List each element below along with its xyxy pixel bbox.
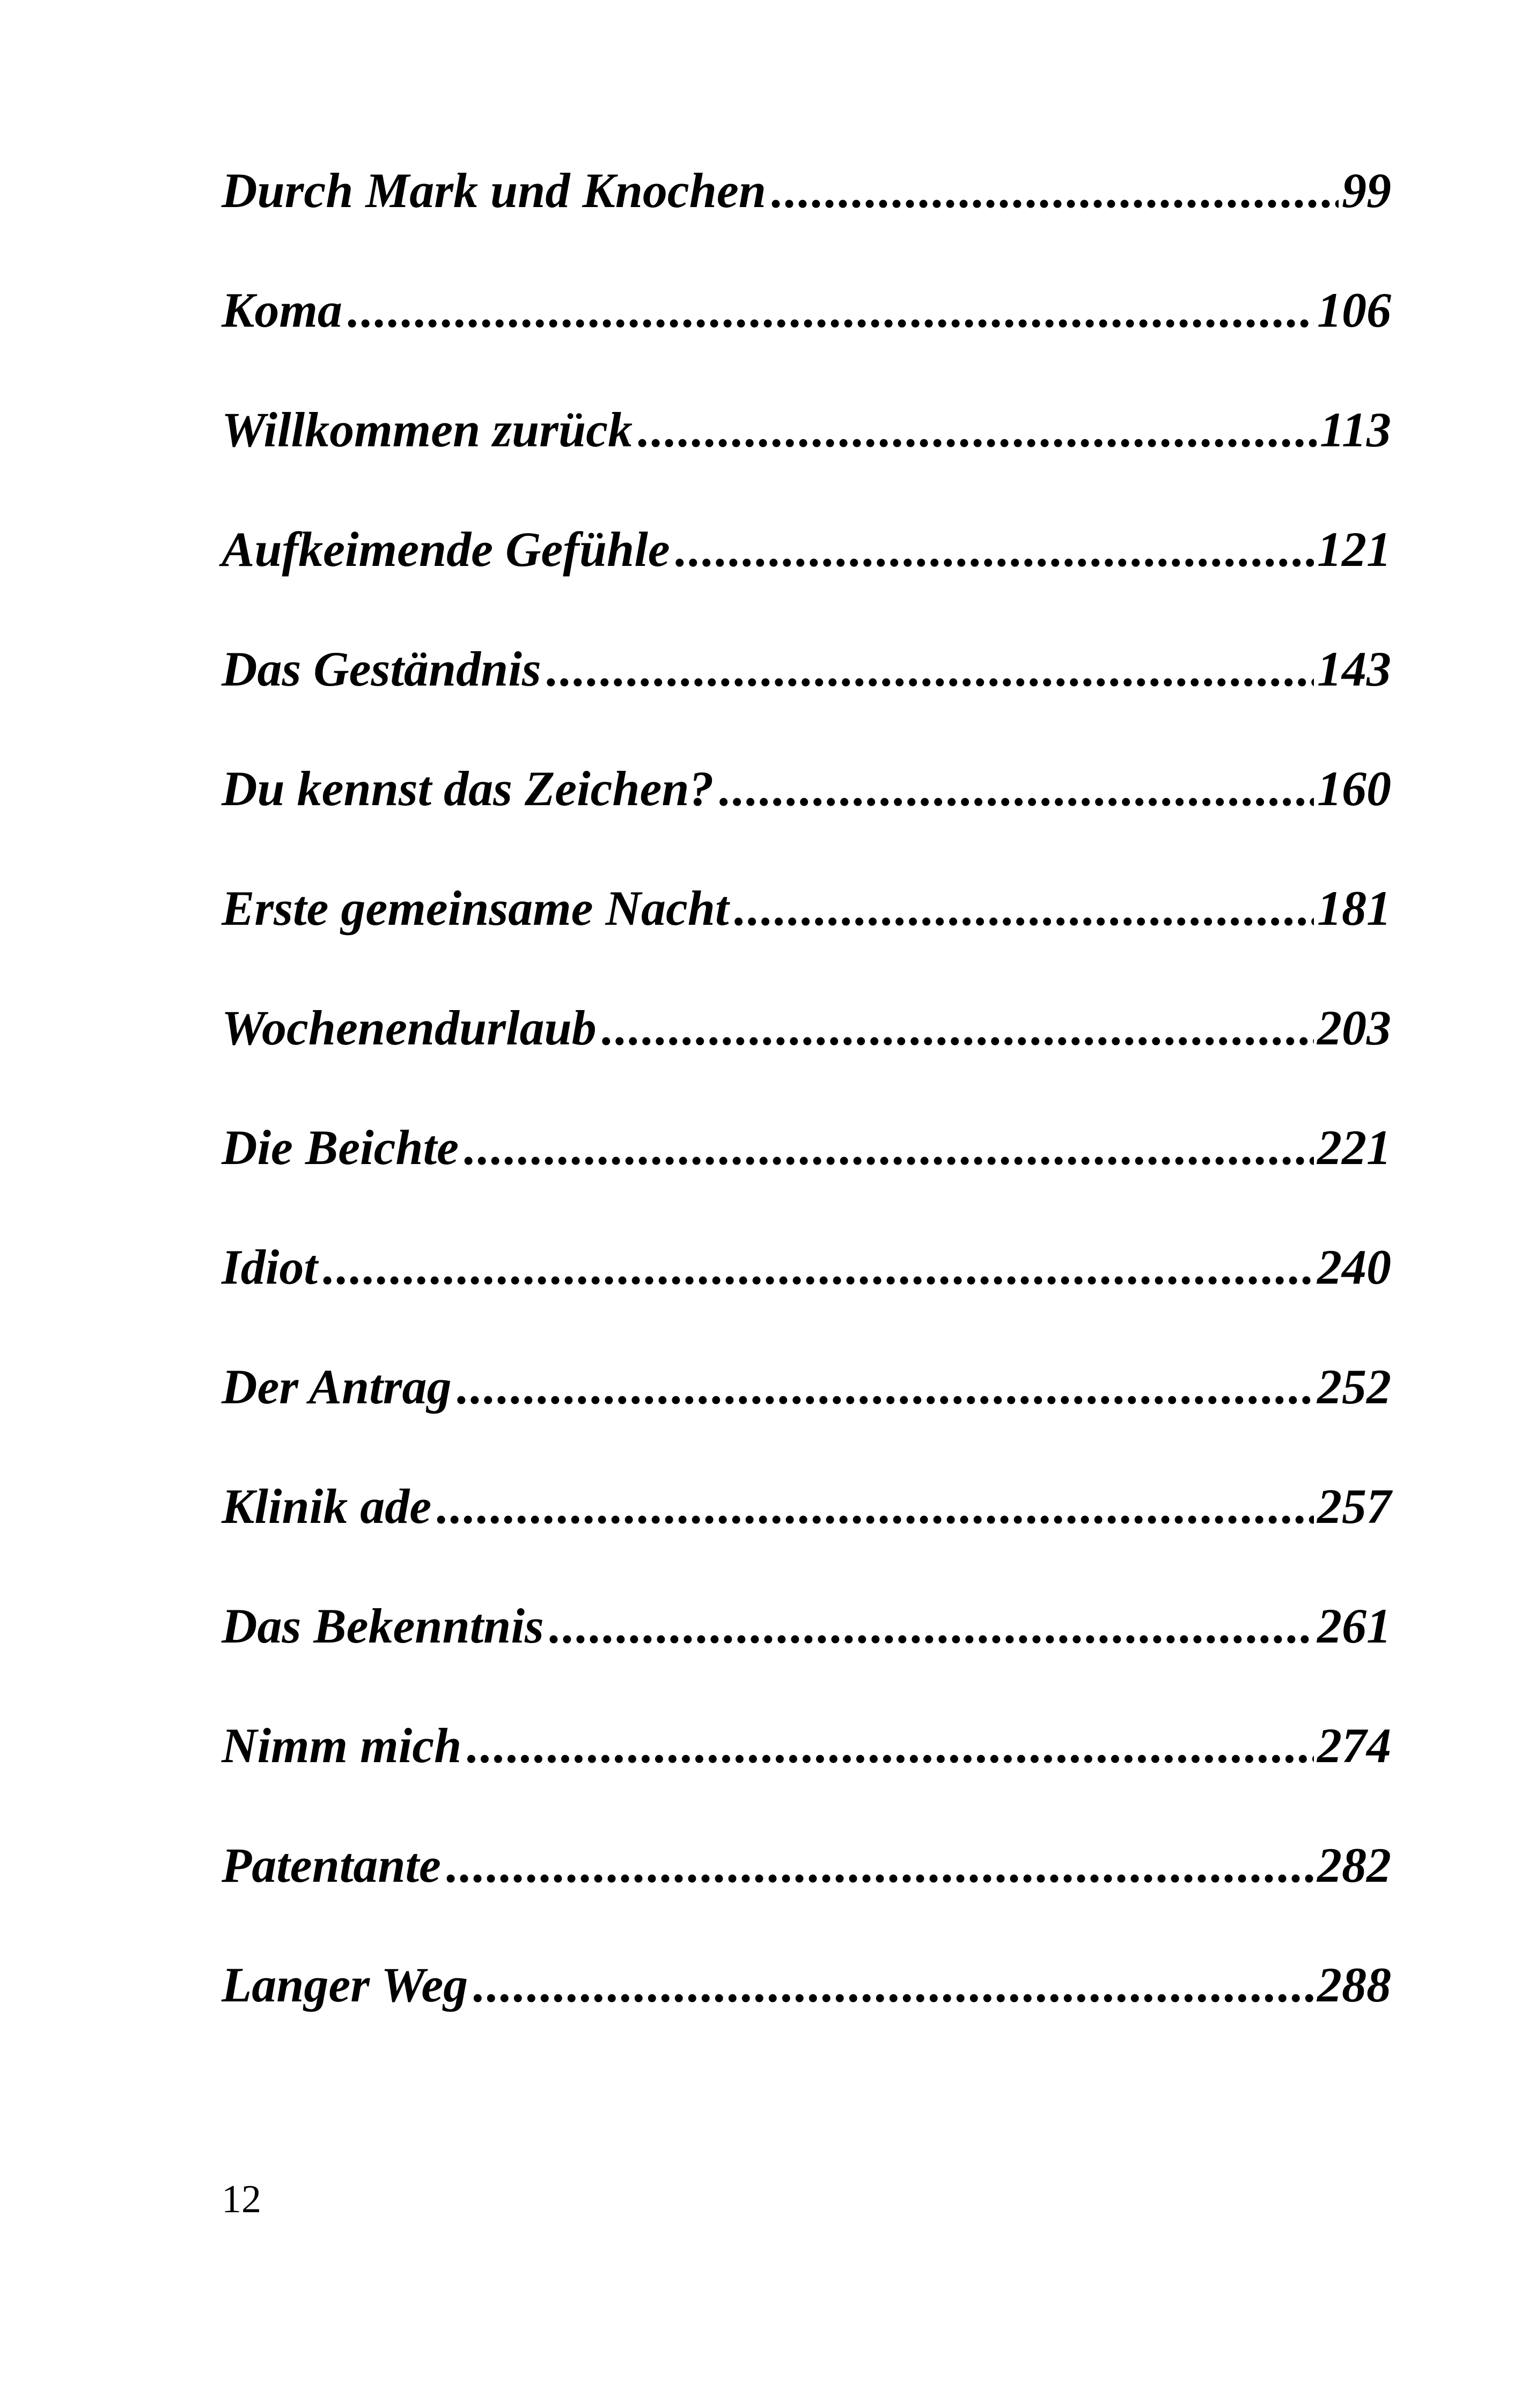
toc-entry [222, 879, 1391, 998]
toc-dot-leader [638, 400, 1317, 459]
toc-entry-title: Durch Mark und Knochen [222, 163, 766, 218]
toc-entry-title: Nimm mich [222, 1718, 462, 1773]
toc-entry [222, 1596, 1391, 1716]
toc-entry-title: Langer Weg [222, 1957, 468, 2012]
toc-entry [222, 400, 1391, 520]
toc-entry-page: 121 [1317, 522, 1391, 577]
toc-entry [222, 1836, 1391, 1955]
toc-entry-page: 160 [1317, 761, 1391, 816]
toc-entry-title: Klinik ade [222, 1479, 432, 1534]
toc-entry [222, 1477, 1391, 1596]
toc-dot-leader [602, 998, 1314, 1057]
toc-dot-leader [734, 879, 1314, 938]
toc-dot-leader [549, 1596, 1314, 1655]
toc-entry-title: Willkommen zurück [222, 402, 633, 457]
toc-dot-leader [473, 1955, 1314, 2014]
toc-entry-title: Idiot [222, 1240, 318, 1294]
toc-entry [222, 520, 1391, 639]
toc-entry-title: Wochenendurlaub [222, 1000, 597, 1055]
toc-entry-page: 240 [1317, 1240, 1391, 1294]
toc-dot-leader [323, 1238, 1314, 1297]
toc-entry-page: 221 [1317, 1120, 1391, 1175]
toc-entry [222, 161, 1391, 281]
toc-entry-page: 288 [1317, 1957, 1391, 2012]
toc-entry-title: Das Geständnis [222, 642, 541, 696]
toc-entry-title: Das Bekenntnis [222, 1599, 544, 1653]
toc-entry [222, 639, 1391, 759]
toc-entry-page: 261 [1317, 1599, 1391, 1653]
toc-dot-leader [547, 639, 1314, 698]
toc-entry-page: 113 [1320, 402, 1391, 457]
toc-dot-leader [348, 281, 1314, 340]
toc-entry-page: 203 [1317, 1000, 1391, 1055]
toc-entry [222, 1716, 1391, 1836]
toc-entry [222, 281, 1391, 400]
toc-entry [222, 1238, 1391, 1357]
toc-entry-page: 181 [1317, 881, 1391, 936]
toc-entry-page: 143 [1317, 642, 1391, 696]
toc-entry-title: Die Beichte [222, 1120, 459, 1175]
toc-dot-leader [675, 520, 1314, 579]
toc-entry-page: 257 [1317, 1479, 1391, 1534]
toc-entry-title: Erste gemeinsame Nacht [222, 881, 729, 936]
toc-dot-leader [719, 759, 1314, 818]
toc-entry-title: Der Antrag [222, 1359, 452, 1414]
toc-entry-page: 252 [1317, 1359, 1391, 1414]
toc-entry-title: Du kennst das Zeichen? [222, 761, 714, 816]
toc-entry [222, 1955, 1391, 2075]
toc-dot-leader [446, 1836, 1314, 1895]
toc-entry-page: 274 [1317, 1718, 1391, 1773]
toc-entry-title: Aufkeimende Gefühle [222, 522, 670, 577]
toc-entry-page: 106 [1317, 283, 1391, 337]
toc-entry-title: Patentante [222, 1838, 441, 1892]
toc-entry-title: Koma [222, 283, 342, 337]
toc-dot-leader [457, 1357, 1314, 1416]
toc-entry [222, 759, 1391, 879]
page-number: 12 [222, 2177, 261, 2221]
toc-dot-leader [437, 1477, 1314, 1536]
toc-entry-page: 99 [1342, 163, 1391, 218]
table-of-contents [222, 161, 1391, 2075]
toc-entry [222, 1118, 1391, 1238]
toc-dot-leader [467, 1716, 1314, 1775]
toc-entry-page: 282 [1317, 1838, 1391, 1892]
toc-dot-leader [771, 161, 1339, 220]
toc-entry [222, 1357, 1391, 1477]
toc-dot-leader [464, 1118, 1314, 1177]
toc-entry [222, 998, 1391, 1118]
